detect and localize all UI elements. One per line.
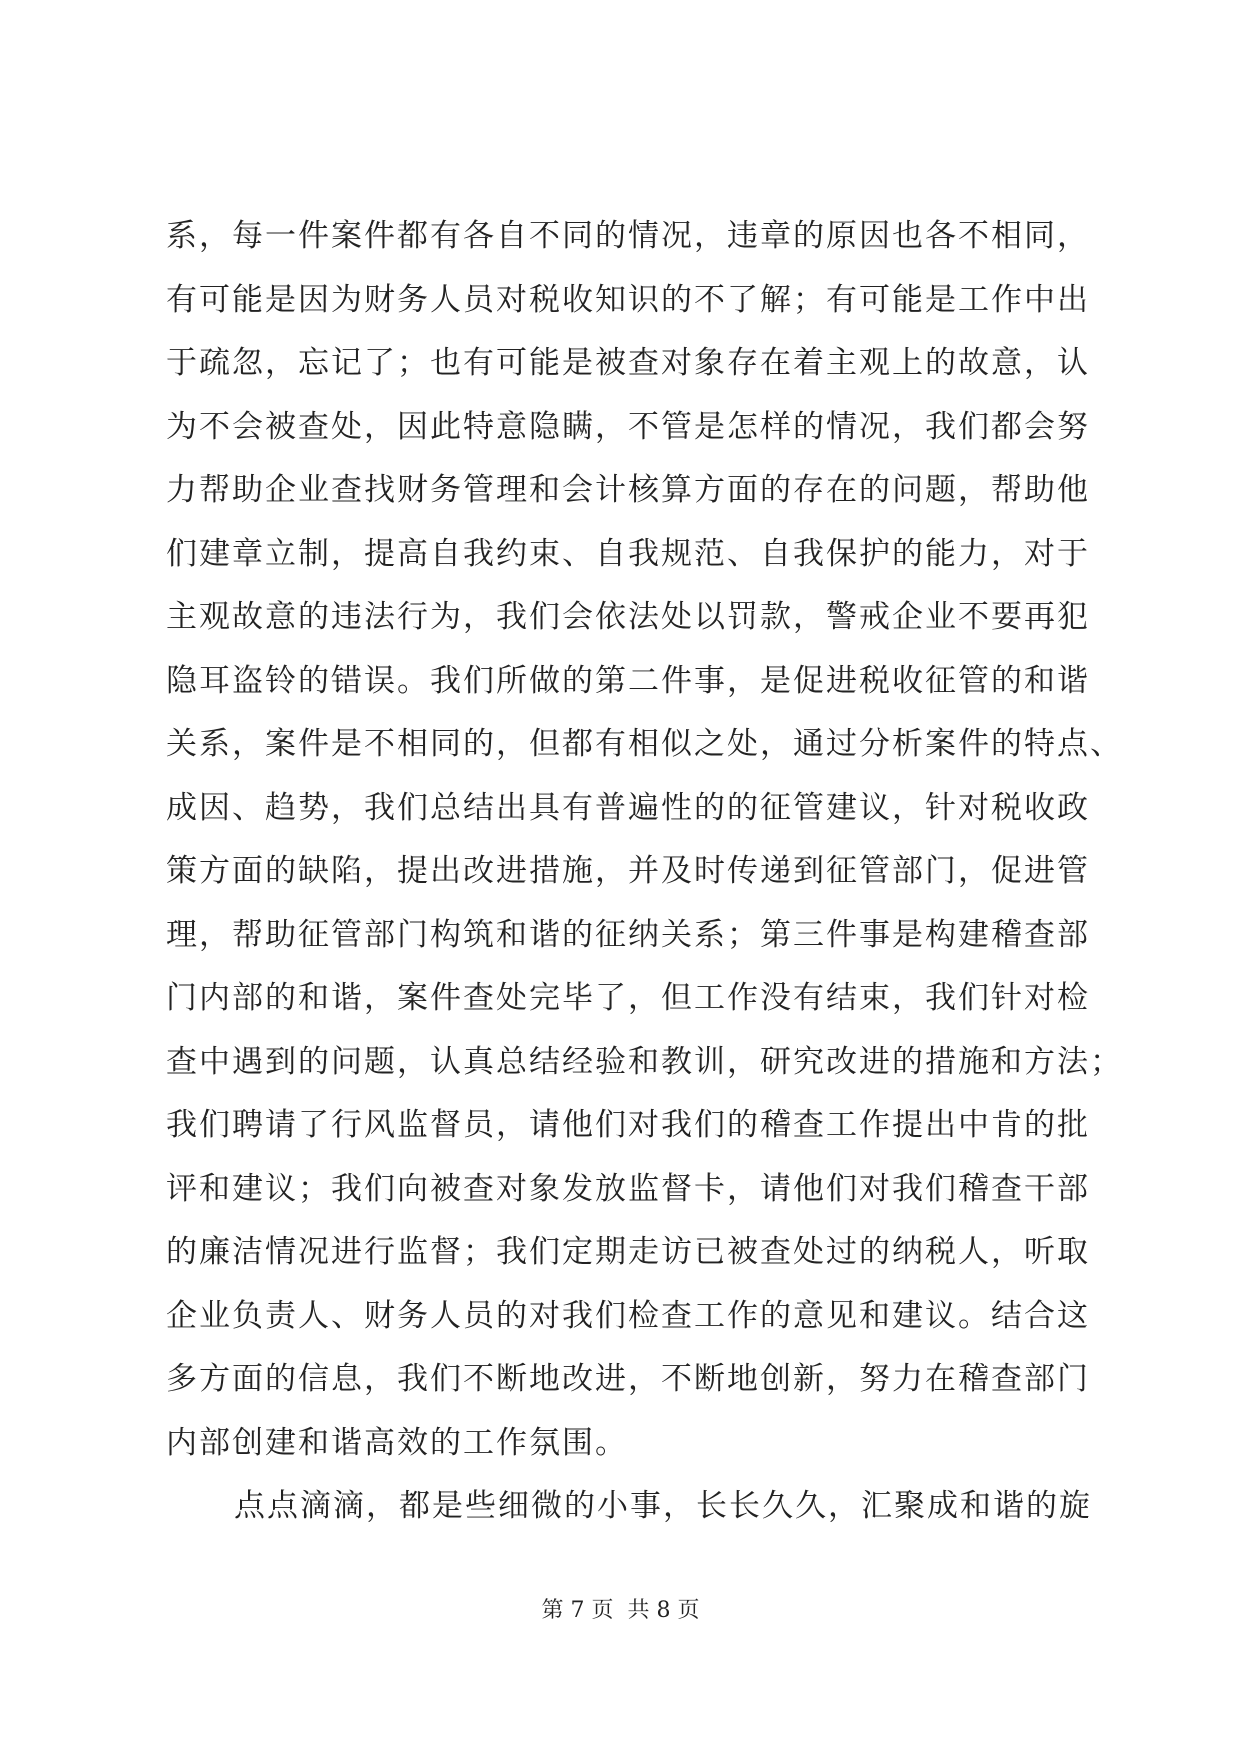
text-line: 多方面的信息，我们不断地改进，不断地创新，努力在稽查部门 [166,1361,1090,1397]
text-line: 为不会被查处，因此特意隐瞒，不管是怎样的情况，我们都会努 [166,408,1090,445]
text-line: 企业负责人、财务人员的对我们检查工作的意见和建议。结合这 [166,1297,1090,1334]
text-line: 策方面的缺陷，提出改进措施，并及时传递到征管部门，促进管 [166,853,1090,889]
text-line: 力帮助企业查找财务管理和会计核算方面的存在的问题，帮助他 [166,472,1090,508]
text-line: 内部创建和谐高效的工作氛围。 [166,1424,628,1461]
text-line: 关系，案件是不相同的，但都有相似之处，通过分析案件的特点、 [166,726,1123,762]
text-line: 评和建议；我们向被查对象发放监督卡，请他们对我们稽查干部 [166,1170,1090,1207]
text-line: 隐耳盗铃的错误。我们所做的第二件事，是促进税收征管的和谐 [166,662,1090,699]
text-line: 主观故意的违法行为，我们会依法处以罚款，警戒企业不要再犯 [166,599,1090,635]
text-line: 有可能是因为财务人员对税收知识的不了解；有可能是工作中出 [166,281,1090,318]
text-line: 理，帮助征管部门构筑和谐的征纳关系；第三件事是构建稽查部 [166,916,1090,953]
page-footer: 第 7 页 共 8 页 [541,1598,700,1623]
text-line: 的廉洁情况进行监督；我们定期走访已被查处过的纳税人，听取 [166,1234,1090,1270]
text-line: 我们聘请了行风监督员，请他们对我们的稽查工作提出中肯的批 [166,1107,1090,1143]
paragraph [166,1475,1092,1539]
text-line: 门内部的和谐，案件查处完毕了，但工作没有结束，我们针对检 [166,980,1090,1016]
text-line: 点点滴滴，都是些细微的小事，长长久久，汇聚成和谐的旋 [234,1488,1092,1524]
text-line: 查中遇到的问题，认真总结经验和教训，研究改进的措施和方法； [166,1043,1123,1080]
text-line: 系，每一件案件都有各自不同的情况，违章的原因也各不相同， [166,218,1090,254]
text-line: 成因、趋势，我们总结出具有普遍性的的征管建议，针对税收政 [166,789,1090,826]
text-line: 们建章立制，提高自我约束、自我规范、自我保护的能力，对于 [166,535,1090,572]
body-text [166,205,1123,1539]
paragraph [166,205,1123,1475]
text-line: 于疏忽，忘记了；也有可能是被查对象存在着主观上的故意，认 [166,345,1090,381]
